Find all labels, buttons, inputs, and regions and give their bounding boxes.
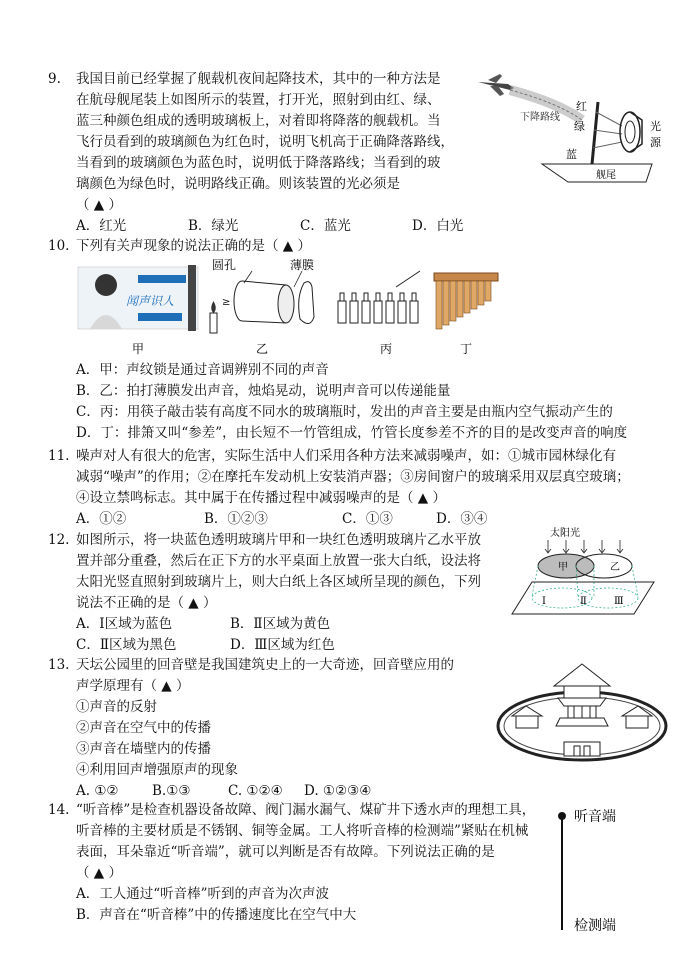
statement-item: ④利用回声增强原声的现象 bbox=[76, 762, 238, 778]
banner-text: 闻声识人 bbox=[126, 294, 175, 308]
option-a[interactable]: A．甲：声纹锁是通过音调辨别不同的声音 bbox=[76, 362, 329, 378]
listening-end-label: 听音端 bbox=[574, 809, 616, 825]
option-d[interactable]: D. ①②③④ bbox=[304, 783, 372, 799]
stem-line: “听音棒”是检查机器设备故障、阀门漏水漏气、煤矿井下透水声的理想工具， bbox=[76, 802, 536, 818]
option-d[interactable]: D．③④ bbox=[436, 511, 488, 527]
stem-line: 飞行员看到的玻璃颜色为红色时，说明飞机高于正确降落路线， bbox=[76, 134, 454, 150]
option-a[interactable]: A．红光 bbox=[76, 218, 127, 234]
region-1-label: Ⅰ bbox=[542, 596, 546, 607]
region-2-label: Ⅱ bbox=[580, 596, 587, 607]
drum-tube-icon bbox=[234, 281, 294, 323]
question-9 bbox=[48, 69, 463, 237]
stem-line: 下列有关声现象的说法正确的是（ ▲ ） bbox=[76, 238, 311, 254]
voiceprint-lock-image bbox=[78, 267, 198, 329]
option-c[interactable]: C．Ⅱ区域为黑色 bbox=[76, 637, 177, 653]
svg-text:≥: ≥ bbox=[222, 297, 231, 308]
option-a[interactable]: A．①② bbox=[76, 511, 127, 527]
stem-line: 当看到的玻璃颜色为蓝色时，说明低于降落路线；当看到的玻 bbox=[76, 155, 441, 171]
stem-line: 天坛公园里的回音壁是我国建筑史上的一大奇迹，回音壁应用的 bbox=[76, 657, 454, 673]
option-b[interactable]: B．声音在“听音棒”中的传播速度比在空气中大 bbox=[76, 907, 357, 923]
stem-line: 蓝三种颜色组成的透明玻璃板上，对着即将降落的舰载机。当 bbox=[76, 113, 441, 129]
red-label: 红 bbox=[576, 100, 587, 113]
options-row bbox=[76, 216, 463, 237]
jia-label: 甲 bbox=[558, 562, 568, 573]
light-label: 光 bbox=[650, 120, 661, 133]
sun-label: 太阳光 bbox=[550, 528, 580, 539]
stem-line: 在航母舰尾装上如图所示的装置，打开光，照射到由红、绿、 bbox=[76, 92, 441, 108]
figure-label-yi: 乙 bbox=[256, 342, 269, 356]
stem-line: （ ▲ ） bbox=[76, 197, 122, 213]
question-number: 14. bbox=[48, 802, 70, 818]
membrane-label: 薄膜 bbox=[290, 258, 315, 272]
option-b[interactable]: B．①②③ bbox=[204, 511, 268, 527]
gate-icon bbox=[564, 742, 600, 756]
landing-light-figure bbox=[470, 68, 670, 188]
option-c[interactable]: C. ①②④ bbox=[228, 783, 283, 799]
temple-icon bbox=[554, 664, 610, 726]
stem-line: 如图所示，将一块蓝色透明玻璃片甲和一块红色透明玻璃片乙水平放 bbox=[76, 532, 481, 548]
stethoscope-rod-figure bbox=[552, 804, 672, 936]
statement-item: ①声音的反射 bbox=[76, 699, 157, 715]
stem-line: （ ▲ ） bbox=[76, 865, 122, 881]
stern-label: 舰尾 bbox=[596, 170, 616, 181]
stem-line: 璃颜色为绿色时，说明路线正确。则该装置的光必须是 bbox=[76, 176, 400, 192]
question-14 bbox=[48, 800, 535, 926]
question-11 bbox=[48, 446, 630, 530]
option-a[interactable]: A．工人通过“听音棒”听到的声音为次声波 bbox=[76, 886, 330, 902]
question-13 bbox=[48, 655, 454, 802]
source-label: 源 bbox=[650, 136, 661, 149]
question-12 bbox=[48, 530, 481, 656]
figure-label-jia: 甲 bbox=[132, 342, 145, 356]
region-3-label: Ⅲ bbox=[614, 596, 624, 607]
question-10-options bbox=[48, 360, 627, 444]
hand-icon bbox=[299, 282, 314, 324]
question-number: 11. bbox=[48, 448, 70, 464]
option-b[interactable]: B．乙：拍打薄膜发出声音，烛焰晃动，说明声音可以传递能量 bbox=[76, 383, 451, 399]
glass-bottles-icon bbox=[338, 271, 420, 323]
question-number: 13. bbox=[48, 657, 70, 673]
option-b[interactable]: B.①③ bbox=[152, 783, 191, 799]
stem-line: 太阳光竖直照射到玻璃片上，则大白纸上各区域所呈现的颜色，下列 bbox=[76, 574, 481, 590]
stem-line: 减弱“噪声”的作用；②在摩托车发动机上安装消声器；③房间窗户的玻璃采用双层真空玻璃； bbox=[76, 469, 630, 485]
options-row bbox=[76, 614, 481, 635]
option-b[interactable]: B．Ⅱ区域为黄色 bbox=[230, 616, 331, 632]
panpipe-icon bbox=[434, 273, 498, 329]
option-a[interactable]: A. ①② bbox=[76, 783, 119, 799]
green-label: 绿 bbox=[574, 120, 585, 133]
yi-label: 乙 bbox=[610, 562, 620, 573]
options-row bbox=[76, 781, 454, 802]
statement-item: ③声音在墙壁内的传播 bbox=[76, 741, 211, 757]
hole-label: 圆孔 bbox=[212, 258, 237, 272]
option-c[interactable]: C．①③ bbox=[342, 511, 393, 527]
stem-line: ④设立禁鸣标志。其中属于在传播过程中减弱噪声的是（ ▲ ） bbox=[76, 490, 446, 506]
color-glass-figure bbox=[508, 526, 658, 622]
blue-label: 蓝 bbox=[566, 148, 577, 161]
statement-item: ②声音在空气中的传播 bbox=[76, 720, 211, 736]
stem-line: 说法不正确的是（ ▲ ） bbox=[76, 595, 217, 611]
option-a[interactable]: A．Ⅰ区域为蓝色 bbox=[76, 616, 173, 632]
light-source-icon bbox=[620, 112, 642, 152]
stem-line: 表面，耳朵靠近“听音端”，就可以判断是否有故障。下列说法正确的是 bbox=[76, 844, 495, 860]
sunlight-arrows bbox=[545, 540, 623, 553]
echo-wall-drawing bbox=[494, 650, 670, 766]
candle-icon bbox=[210, 301, 217, 333]
stem-line: 听音棒的主要材质是不锈钢、铜等金属。工人将听音棒的检测端”紧贴在机械 bbox=[76, 823, 529, 839]
figure-label-ding: 丁 bbox=[460, 342, 473, 356]
detecting-end-label: 检测端 bbox=[574, 918, 616, 934]
stem-line: 我国目前已经掌握了舰载机夜间起降技术，其中的一种方法是 bbox=[76, 71, 441, 87]
path-label: 下降路线 bbox=[520, 112, 560, 123]
option-b[interactable]: B．绿光 bbox=[188, 218, 239, 234]
stem-line: 噪声对人有很大的危害，实际生活中人们采用各种方法来减弱噪声，如：①城市园林绿化有 bbox=[76, 448, 616, 464]
question-number: 10. bbox=[48, 238, 70, 254]
option-c[interactable]: C．丙：用筷子敲击装有高度不同水的玻璃瓶时，发出的声音主要是由瓶内空气振动产生的 bbox=[76, 404, 613, 420]
question-number: 9. bbox=[48, 71, 61, 87]
stem-line: 置并部分重叠，然后在正下方的水平桌面上放置一张大白纸，设法将 bbox=[76, 553, 481, 569]
option-c[interactable]: C．蓝光 bbox=[300, 218, 351, 234]
figure-label-bing: 丙 bbox=[380, 342, 393, 356]
option-d[interactable]: D．丁：排箫又叫“参差”，由长短不一竹管组成，竹管长度参差不齐的目的是改变声音的响度 bbox=[76, 425, 628, 441]
question-10 bbox=[48, 236, 311, 257]
question-number: 12. bbox=[48, 532, 70, 548]
stem-line: 声学原理有（ ▲ ） bbox=[76, 678, 190, 694]
jet-icon bbox=[478, 74, 514, 96]
sound-figures bbox=[76, 257, 516, 363]
option-d[interactable]: D．Ⅲ区域为红色 bbox=[230, 637, 335, 653]
option-d[interactable]: D．白光 bbox=[412, 218, 464, 234]
options-row bbox=[76, 635, 481, 656]
